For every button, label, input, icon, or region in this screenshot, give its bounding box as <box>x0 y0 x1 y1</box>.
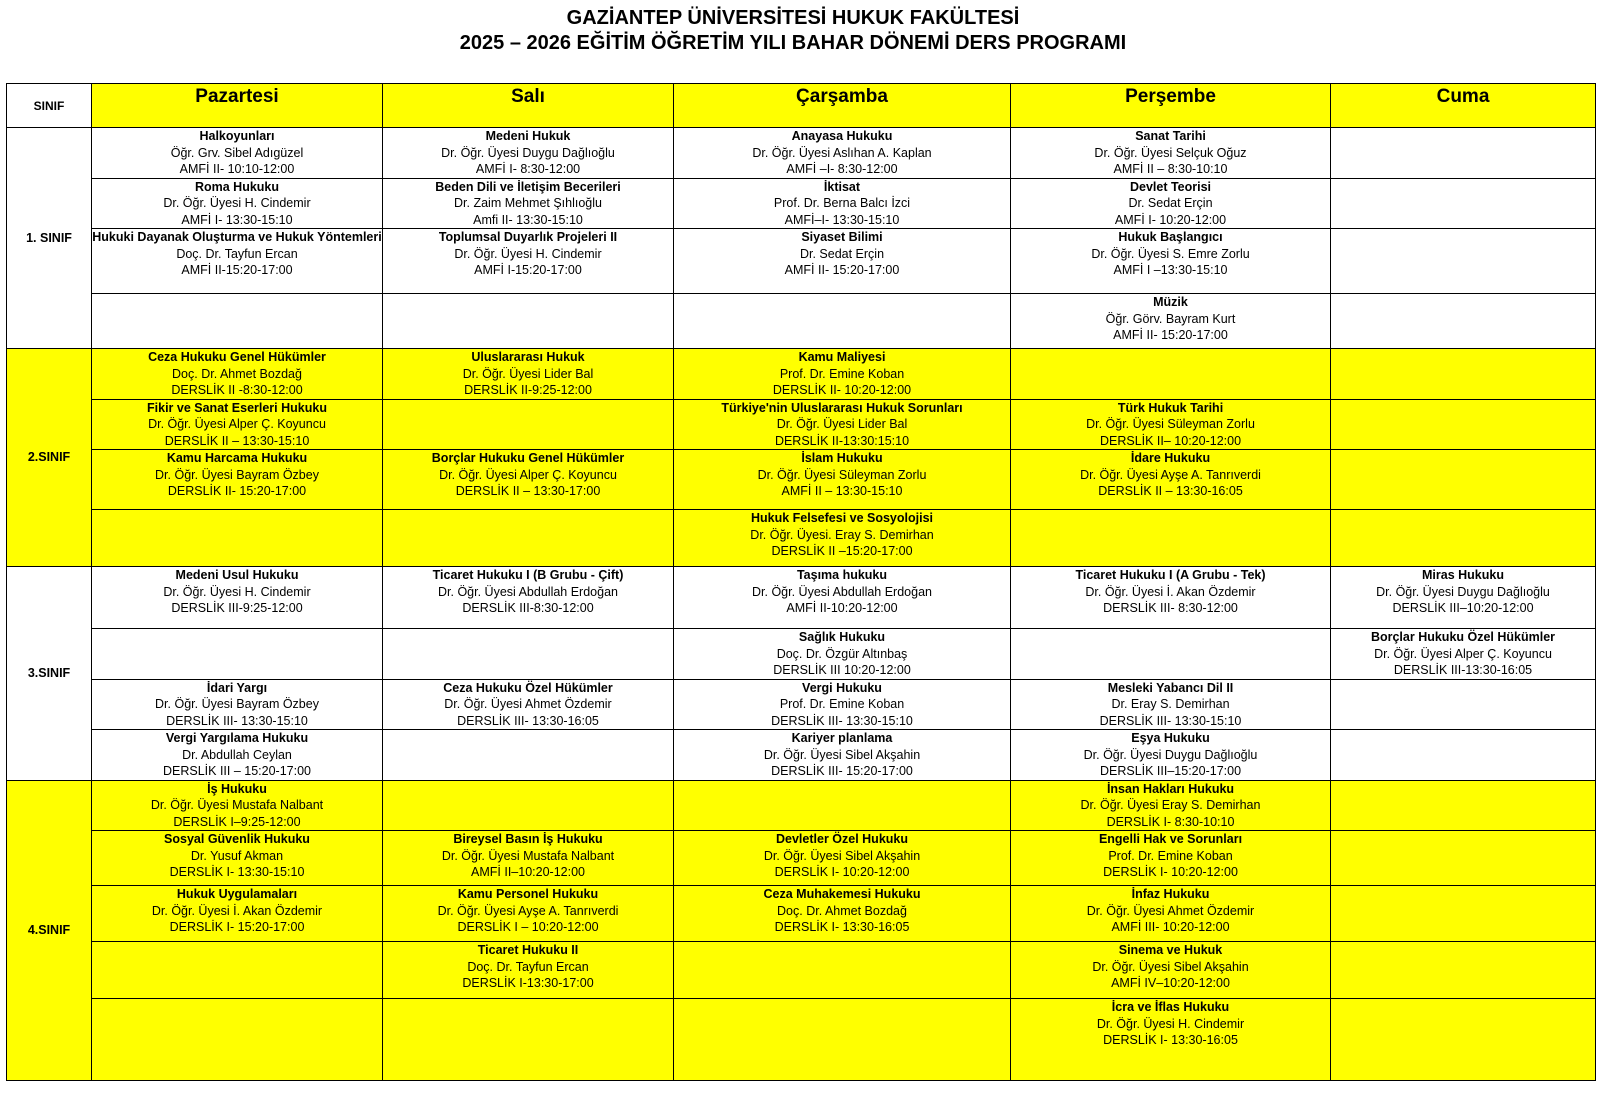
day-header-persembe: Perşembe <box>1011 84 1331 128</box>
schedule-cell <box>1331 780 1596 831</box>
course-name: İnfaz Hukuku <box>1131 887 1210 901</box>
course-room-time: DERSLİK III- 8:30-12:00 <box>1103 601 1238 615</box>
course-instructor: Dr. Öğr. Üyesi Abdullah Erdoğan <box>438 584 618 599</box>
course-instructor: Dr. Öğr. Üyesi Ahmet Özdemir <box>444 697 612 711</box>
table-row <box>7 679 1596 730</box>
table-row <box>7 780 1596 831</box>
course-instructor: Dr. Eray S. Demirhan <box>1111 697 1230 711</box>
course-room-time: DERSLİK II- 15:20-17:00 <box>167 484 307 498</box>
course-room-time: DERSLİK I- 8:30-10:10 <box>1106 814 1235 829</box>
schedule-cell <box>383 679 674 730</box>
course-name: Sinema ve Hukuk <box>1118 943 1223 957</box>
course-room-time: AMFİ II–10:20-12:00 <box>471 865 585 879</box>
course-name: İş Hukuku <box>207 781 267 796</box>
course-name: Siyaset Bilimi <box>801 230 883 244</box>
course-name: İdari Yargı <box>206 680 268 695</box>
course-name: Hukuk Başlangıcı <box>1118 230 1223 244</box>
day-header-pazartesi: Pazartesi <box>92 84 383 128</box>
course-instructor: Dr. Öğr. Üyesi Mustafa Nalbant <box>150 798 324 812</box>
schedule-cell <box>383 831 674 886</box>
course-room-time: AMFİ I –13:30-15:10 <box>1113 263 1228 277</box>
schedule-table <box>6 83 1596 1081</box>
course-name: Bireysel Basın İş Hukuku <box>453 832 603 846</box>
course-instructor: Öğr. Grv. Sibel Adıgüzel <box>170 145 304 160</box>
grade-label: 1. SINIF <box>7 128 92 349</box>
course-instructor: Dr. Zaim Mehmet Şıhlıoğlu <box>454 196 602 210</box>
table-row <box>7 349 1596 400</box>
course-room-time: DERSLİK III–15:20-17:00 <box>1099 764 1242 778</box>
table-row <box>7 450 1596 510</box>
schedule-cell <box>1331 229 1596 294</box>
course-room-time: DERSLİK III- 15:20-17:00 <box>771 764 913 778</box>
schedule-cell <box>1331 294 1596 349</box>
course-room-time: DERSLİK II- 10:20-12:00 <box>772 383 912 397</box>
schedule-cell <box>92 730 383 781</box>
course-room-time: DERSLİK I- 13:30-16:05 <box>1103 1033 1238 1047</box>
course-instructor: Dr. Öğr. Üyesi Alper Ç. Koyuncu <box>439 467 617 482</box>
table-row <box>7 629 1596 680</box>
course-room-time: AMFİ I- 13:30-15:10 <box>181 212 293 227</box>
course-name: İdare Hukuku <box>1130 451 1211 465</box>
course-instructor: Prof. Dr. Emine Koban <box>779 697 905 711</box>
schedule-cell <box>1331 128 1596 179</box>
course-room-time: DERSLİK II – 13:30-17:00 <box>455 484 601 498</box>
table-row <box>7 128 1596 179</box>
course-instructor: Doç. Dr. Tayfun Ercan <box>176 246 298 261</box>
schedule-cell <box>383 780 674 831</box>
table-row <box>7 999 1596 1081</box>
schedule-cell <box>1011 178 1331 229</box>
course-room-time: DERSLİK II – 13:30-15:10 <box>164 433 310 448</box>
schedule-cell <box>674 567 1011 629</box>
schedule-cell <box>92 510 383 567</box>
course-instructor: Dr. Öğr. Üyesi Süleyman Zorlu <box>1086 417 1255 431</box>
schedule-cell <box>1331 679 1596 730</box>
course-room-time: AMFİ–I- 13:30-15:10 <box>784 212 900 227</box>
course-instructor: Dr. Öğr. Üyesi H. Cindemir <box>454 246 602 261</box>
sinif-header: SINIF <box>7 84 92 128</box>
course-name: Medeni Hukuk <box>485 129 571 143</box>
course-room-time: AMFİ I-15:20-17:00 <box>474 263 582 277</box>
course-instructor: Dr. Sedat Erçin <box>1128 196 1213 210</box>
course-name: Kamu Maliyesi <box>798 350 886 364</box>
day-header-carsamba: Çarşamba <box>674 84 1011 128</box>
schedule-cell <box>92 999 383 1081</box>
course-instructor: Dr. Öğr. Üyesi Sibel Akşahin <box>1092 959 1249 974</box>
schedule-cell <box>1011 349 1331 400</box>
schedule-cell <box>674 450 1011 510</box>
course-instructor: Öğr. Görv. Bayram Kurt <box>1105 311 1236 326</box>
schedule-cell <box>92 679 383 730</box>
schedule-cell <box>674 999 1011 1081</box>
course-room-time: DERSLİK I–9:25-12:00 <box>173 814 301 829</box>
course-instructor: Dr. Öğr. Üyesi H. Cindemir <box>163 584 311 599</box>
course-room-time: DERSLİK III – 15:20-17:00 <box>162 764 311 778</box>
course-room-time: DERSLİK III–10:20-12:00 <box>1392 601 1534 615</box>
schedule-cell <box>1331 349 1596 400</box>
schedule-cell <box>383 399 674 450</box>
schedule-cell <box>1011 567 1331 629</box>
course-instructor: Dr. Öğr. Üyesi Alper Ç. Koyuncu <box>148 417 326 431</box>
course-room-time: DERSLİK II –15:20-17:00 <box>771 544 913 558</box>
table-row <box>7 294 1596 349</box>
schedule-cell <box>674 178 1011 229</box>
course-room-time: AMFİ II- 15:20-17:00 <box>1113 328 1228 342</box>
course-name: Hukuk Uygulamaları <box>176 887 298 901</box>
course-instructor: Prof. Dr. Berna Balcı İzci <box>773 196 911 210</box>
course-instructor: Dr. Öğr. Üyesi Duygu Dağlıoğlu <box>1083 747 1258 762</box>
course-room-time: DERSLİK II -8:30-12:00 <box>171 383 303 397</box>
course-instructor: Dr. Abdullah Ceylan <box>182 747 292 762</box>
course-room-time: AMFİ II-10:20-12:00 <box>786 601 898 615</box>
schedule-cell <box>383 999 674 1081</box>
course-instructor: Dr. Öğr. Üyesi Eray S. Demirhan <box>1080 798 1261 812</box>
course-instructor: Dr. Öğr. Üyesi Selçuk Oğuz <box>1094 145 1247 160</box>
course-name: Vergi Yargılama Hukuku <box>165 731 309 745</box>
course-instructor: Dr. Öğr. Üyesi Bayram Özbey <box>155 697 319 711</box>
schedule-cell <box>1331 629 1596 680</box>
schedule-cell <box>1331 510 1596 567</box>
course-room-time: DERSLİK I-13:30-17:00 <box>462 976 594 990</box>
schedule-cell <box>383 510 674 567</box>
course-instructor: Prof. Dr. Emine Koban <box>1108 848 1233 863</box>
schedule-cell <box>92 399 383 450</box>
course-instructor: Dr. Öğr. Üyesi Duygu Dağlıoğlu <box>1376 584 1550 599</box>
course-room-time: AMFİ I- 10:20-12:00 <box>1114 212 1227 227</box>
course-name: Müzik <box>1153 295 1188 309</box>
schedule-cell <box>674 886 1011 942</box>
course-name: Beden Dili ve İletişim Becerileri <box>435 179 621 194</box>
course-name: Ticaret Hukuku II <box>477 943 579 957</box>
course-name: Toplumsal Duyarlık Projeleri II <box>438 230 618 244</box>
schedule-cell <box>1011 942 1331 999</box>
course-instructor: Doç. Dr. Ahmet Bozdağ <box>172 366 302 381</box>
schedule-cell <box>674 229 1011 294</box>
course-name: Hukuk Felsefesi ve Sosyolojisi <box>750 511 934 525</box>
schedule-cell <box>1011 229 1331 294</box>
course-room-time: DERSLİK I- 13:30-15:10 <box>169 865 305 879</box>
schedule-cell <box>1011 399 1331 450</box>
course-room-time: AMFİ II – 8:30-10:10 <box>1113 162 1228 176</box>
course-name: Kariyer planlama <box>791 731 893 745</box>
course-name: İcra ve İflas Hukuku <box>1111 1000 1230 1014</box>
schedule-cell <box>1331 178 1596 229</box>
course-instructor: Dr. Öğr. Üyesi Alper Ç. Koyuncu <box>1374 646 1552 661</box>
schedule-cell <box>383 730 674 781</box>
schedule-cell <box>674 831 1011 886</box>
course-name: Fikir ve Sanat Eserleri Hukuku <box>147 400 327 415</box>
course-room-time: DERSLİK III- 13:30-15:10 <box>1099 713 1242 728</box>
schedule-cell <box>92 294 383 349</box>
schedule-cell <box>92 229 383 294</box>
schedule-cell <box>1331 942 1596 999</box>
course-name: Medeni Usul Hukuku <box>175 568 299 582</box>
schedule-cell <box>674 294 1011 349</box>
course-room-time: DERSLİK I – 10:20-12:00 <box>457 920 599 934</box>
schedule-cell <box>674 510 1011 567</box>
schedule-cell <box>1011 730 1331 781</box>
course-name: Türk Hukuk Tarihi <box>1117 400 1224 415</box>
course-name: Eşya Hukuku <box>1131 731 1210 745</box>
course-name: Anayasa Hukuku <box>791 129 893 143</box>
course-room-time: DERSLİK II-9:25-12:00 <box>464 383 592 397</box>
schedule-cell <box>383 294 674 349</box>
day-header-sali: Salı <box>383 84 674 128</box>
course-name: İslam Hukuku <box>801 451 883 465</box>
table-row <box>7 942 1596 999</box>
course-name: Halkoyunları <box>199 129 275 143</box>
schedule-cell <box>1011 629 1331 680</box>
schedule-cell <box>92 886 383 942</box>
course-name: İktisat <box>823 179 861 194</box>
course-instructor: Dr. Öğr. Üyesi. Eray S. Demirhan <box>750 527 934 542</box>
schedule-cell <box>92 567 383 629</box>
course-instructor: Dr. Öğr. Üyesi Bayram Özbey <box>155 467 319 482</box>
course-instructor: Dr. Öğr. Üyesi Ahmet Özdemir <box>1086 903 1255 918</box>
course-room-time: DERSLİK III- 13:30-15:10 <box>166 713 308 728</box>
schedule-cell <box>1011 679 1331 730</box>
course-room-time: DERSLİK I- 10:20-12:00 <box>774 865 910 879</box>
schedule-cell <box>92 450 383 510</box>
schedule-cell <box>674 942 1011 999</box>
course-room-time: DERSLİK III 10:20-12:00 <box>773 663 911 677</box>
schedule-cell <box>92 780 383 831</box>
course-room-time: DERSLİK I- 15:20-17:00 <box>169 920 305 934</box>
schedule-cell <box>383 567 674 629</box>
schedule-cell <box>1011 886 1331 942</box>
course-name: Devlet Teorisi <box>1129 179 1212 194</box>
course-instructor: Dr. Öğr. Üyesi H. Cindemir <box>1096 1016 1245 1031</box>
course-instructor: Dr. Sedat Erçin <box>799 246 885 261</box>
course-instructor: Dr. Öğr. Üyesi Abdullah Erdoğan <box>752 584 932 599</box>
course-instructor: Prof. Dr. Emine Koban <box>779 366 905 381</box>
course-name: Ceza Muhakemesi Hukuku <box>763 887 921 901</box>
course-name: Ticaret Hukuku I (B Grubu - Çift) <box>432 568 624 582</box>
course-name: İnsan Hakları Hukuku <box>1106 781 1235 796</box>
table-row <box>7 567 1596 629</box>
course-instructor: Dr. Öğr. Üyesi Lider Bal <box>462 366 594 381</box>
schedule-cell <box>1331 399 1596 450</box>
course-instructor: Dr. Öğr. Üyesi H. Cindemir <box>163 196 311 210</box>
title-line-1: GAZİANTEP ÜNİVERSİTESİ HUKUK FAKÜLTESİ <box>566 7 1020 29</box>
title-line-2: 2025 – 2026 EĞİTİM ÖĞRETİM YILI BAHAR DÖNEMİ DERS PROGRAMI <box>459 32 1127 54</box>
schedule-cell <box>1331 450 1596 510</box>
course-room-time: DERSLİK I- 13:30-16:05 <box>774 920 910 934</box>
course-name: Kamu Harcama Hukuku <box>166 451 308 465</box>
course-name: Borçlar Hukuku Genel Hükümler <box>431 451 625 465</box>
schedule-cell <box>674 730 1011 781</box>
table-row <box>7 178 1596 229</box>
schedule-cell <box>1011 780 1331 831</box>
schedule-cell <box>1011 510 1331 567</box>
course-room-time: AMFİ II – 13:30-15:10 <box>781 484 903 498</box>
table-row <box>7 229 1596 294</box>
schedule-cell <box>92 178 383 229</box>
course-room-time: AMFİ II- 15:20-17:00 <box>784 263 900 277</box>
course-room-time: DERSLİK I- 10:20-12:00 <box>1103 865 1238 879</box>
document-title <box>0 6 1600 56</box>
course-instructor: Dr. Öğr. Üyesi Ayşe A. Tanrıverdi <box>1080 467 1261 482</box>
schedule-cell <box>1331 999 1596 1081</box>
header-row <box>7 84 1596 128</box>
schedule-cell <box>92 128 383 179</box>
course-instructor: Dr. Öğr. Üyesi Süleyman Zorlu <box>757 467 927 482</box>
course-instructor: Dr. Öğr. Üyesi Sibel Akşahin <box>763 848 921 863</box>
schedule-cell <box>383 229 674 294</box>
course-name: Ceza Hukuku Özel Hükümler <box>443 680 613 695</box>
course-name: Devletler Özel Hukuku <box>776 832 908 846</box>
course-instructor: Doç. Dr. Özgür Altınbaş <box>776 646 908 661</box>
course-room-time: DERSLİK III-8:30-12:00 <box>462 601 594 615</box>
course-name: Roma Hukuku <box>194 179 280 194</box>
table-row <box>7 831 1596 886</box>
course-room-time: DERSLİK III- 13:30-15:10 <box>771 713 913 728</box>
schedule-cell <box>674 780 1011 831</box>
schedule-cell <box>674 349 1011 400</box>
schedule-cell <box>1331 567 1596 629</box>
schedule-cell <box>1331 831 1596 886</box>
course-name: Engelli Hak ve Sorunları <box>1098 832 1243 846</box>
schedule-cell <box>674 629 1011 680</box>
course-name: Hukuki Dayanak Oluşturma ve Hukuk Yöntemleri <box>92 230 382 244</box>
schedule-cell <box>383 942 674 999</box>
table-row <box>7 399 1596 450</box>
course-instructor: Dr. Öğr. Üyesi Sibel Akşahin <box>763 747 921 762</box>
schedule-cell <box>92 831 383 886</box>
course-instructor: Dr. Öğr. Üyesi Ayşe A. Tanrıverdi <box>437 903 619 918</box>
course-room-time: DERSLİK II – 13:30-16:05 <box>1098 484 1243 498</box>
table-row <box>7 730 1596 781</box>
course-room-time: AMFİ III- 10:20-12:00 <box>1111 920 1230 934</box>
day-header-cuma: Cuma <box>1331 84 1596 128</box>
course-room-time: DERSLİK III-9:25-12:00 <box>171 601 303 615</box>
grade-label: 2.SINIF <box>7 349 92 567</box>
course-room-time: DERSLİK III-13:30-16:05 <box>1393 663 1533 677</box>
course-instructor: Dr. Öğr. Üyesi S. Emre Zorlu <box>1091 246 1250 261</box>
course-name: Sağlık Hukuku <box>798 630 886 644</box>
schedule-cell <box>1331 730 1596 781</box>
grade-label: 3.SINIF <box>7 567 92 781</box>
schedule-cell <box>92 629 383 680</box>
schedule-cell <box>383 450 674 510</box>
schedule-cell <box>383 349 674 400</box>
course-name: Uluslararası Hukuk <box>471 350 585 364</box>
schedule-cell <box>383 886 674 942</box>
course-room-time: AMFİ I- 8:30-12:00 <box>475 162 581 176</box>
schedule-cell <box>1011 999 1331 1081</box>
course-instructor: Dr. Öğr. Üyesi Lider Bal <box>776 417 908 431</box>
schedule-cell <box>383 178 674 229</box>
course-name: Türkiye'nin Uluslararası Hukuk Sorunları <box>721 400 963 415</box>
schedule-cell <box>674 679 1011 730</box>
course-name: Miras Hukuku <box>1422 568 1504 582</box>
schedule-cell <box>383 128 674 179</box>
table-row <box>7 510 1596 567</box>
course-name: Mesleki Yabancı Dil II <box>1107 680 1234 695</box>
course-name: Taşıma hukuku <box>796 568 888 582</box>
schedule-cell <box>92 942 383 999</box>
course-instructor: Dr. Öğr. Üyesi Duygu Dağlıoğlu <box>441 145 615 160</box>
course-instructor: Dr. Yusuf Akman <box>190 848 284 863</box>
course-name: Vergi Hukuku <box>802 680 882 695</box>
course-instructor: Dr. Öğr. Üyesi Aslıhan A. Kaplan <box>752 145 932 160</box>
course-name: Ceza Hukuku Genel Hükümler <box>148 350 326 364</box>
schedule-cell <box>674 128 1011 179</box>
schedule-cell <box>92 349 383 400</box>
course-room-time: AMFİ II- 10:10-12:00 <box>179 162 295 176</box>
course-instructor: Doç. Dr. Ahmet Bozdağ <box>777 903 907 918</box>
course-room-time: Amfi II- 13:30-15:10 <box>473 212 583 227</box>
course-name: Sosyal Güvenlik Hukuku <box>164 832 310 846</box>
course-room-time: DERSLİK III- 13:30-16:05 <box>457 713 599 728</box>
course-name: Ticaret Hukuku I (A Grubu - Tek) <box>1075 568 1266 582</box>
course-name: Kamu Personel Hukuku <box>457 887 599 901</box>
schedule-cell <box>383 629 674 680</box>
course-room-time: DERSLİK II– 10:20-12:00 <box>1099 433 1242 448</box>
grade-label: 4.SINIF <box>7 780 92 1081</box>
course-name: Borçlar Hukuku Özel Hükümler <box>1370 630 1556 644</box>
course-room-time: AMFİ II-15:20-17:00 <box>181 263 293 277</box>
course-instructor: Dr. Öğr. Üyesi İ. Akan Özdemir <box>1085 584 1256 599</box>
schedule-cell <box>1011 450 1331 510</box>
course-instructor: Dr. Öğr. Üyesi İ. Akan Özdemir <box>151 903 323 918</box>
course-room-time: AMFİ IV–10:20-12:00 <box>1111 976 1230 990</box>
course-instructor: Doç. Dr. Tayfun Ercan <box>467 959 589 974</box>
course-instructor: Dr. Öğr. Üyesi Mustafa Nalbant <box>441 848 615 863</box>
schedule-cell <box>1011 294 1331 349</box>
schedule-cell <box>1011 831 1331 886</box>
course-room-time: DERSLİK II-13:30:15:10 <box>774 433 910 448</box>
course-name: Sanat Tarihi <box>1135 129 1206 143</box>
schedule-cell <box>1011 128 1331 179</box>
schedule-cell <box>674 399 1011 450</box>
schedule-cell <box>1331 886 1596 942</box>
course-room-time: AMFİ –I- 8:30-12:00 <box>786 162 898 176</box>
table-row <box>7 886 1596 942</box>
